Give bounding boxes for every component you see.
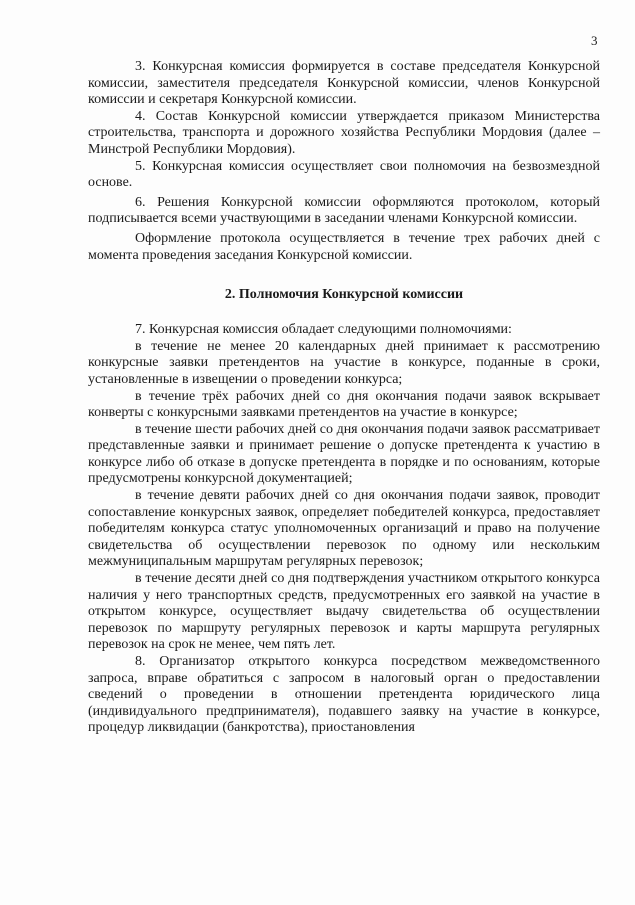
- paragraph-3: 3. Конкурсная комиссия формируется в составе председателя Конкурсной комиссии, заместителя председателя Конкурсной комиссии, членов Конкурсной комиссии и секретаря Конкурсной комиссии.: [88, 59, 600, 108]
- list-item-opening: в течение трёх рабочих дней со дня окончания подачи заявок вскрывает конверты с конкурсными заявками претендентов на участие в конкурсе;: [88, 388, 600, 421]
- section-heading: 2. Полномочия Конкурсной комиссии: [224, 287, 464, 303]
- list-item-consideration: в течение не менее 20 календарных дней принимает к рассмотрению конкурсные заявки претендентов на участие в конкурсе, поданные в сроки, установленные в извещении о проведении конкурса;: [88, 338, 600, 387]
- list-item-certificate: в течение десяти дней со дня подтверждения участником открытого конкурса наличия у него транспортных средств, предусмотренных его заявкой на участие в открытом конкурсе, осуществляет выдачу свидетельства об осуществлении перевозок по маршруту регулярных перевозок и карты маршрута регулярных перевозок на срок не менее, чем пять лет.: [88, 571, 600, 653]
- list-item-review: в течение шести рабочих дней со дня окончания подачи заявок рассматривает представленные заявки и принимает решение о допуске претендента к участию в конкурсе либо об отказе в допуске претендента в порядке и по основаниям, которые предусмотрены конкурсной документацией;: [88, 421, 600, 487]
- list-item-comparison: в течение девяти рабочих дней со дня окончания подачи заявок, проводит сопоставление конкурсных заявок, определяет победителей конкурса, предоставляет победителям конкурса статус уполномоченных организаций и право на получение свидетельства об осуществлении перевозок по одному или нескольким межмуниципальным маршрутам регулярных перевозок;: [88, 488, 600, 570]
- paragraph-5: 5. Конкурсная комиссия осуществляет свои полномочия на безвозмездной основе.: [88, 158, 600, 191]
- paragraph-7: 7. Конкурсная комиссия обладает следующими полномочиями:: [135, 322, 512, 338]
- page-number: 3: [591, 33, 598, 48]
- paragraph-6: 6. Решения Конкурсной комиссии оформляются протоколом, который подписывается всеми участвующими в заседании членами Конкурсной комиссии.: [88, 194, 600, 227]
- paragraph-protocol: Оформление протокола осуществляется в течение трех рабочих дней с момента проведения заседания Конкурсной комиссии.: [88, 230, 600, 263]
- document-body: [88, 59, 600, 737]
- paragraph-8: 8. Организатор открытого конкурса посредством межведомственного запроса, вправе обратиться с запросом в налоговый орган о предоставлении сведений о проведении в отношении претендента юридического лица (индивидуального предпринимателя), подавшего заявку на участие в конкурсе, процедур ликвидации (банкротства), приостановления: [88, 654, 600, 736]
- paragraph-4: 4. Состав Конкурсной комиссии утверждается приказом Министерства строительства, транспорта и дорожного хозяйства Республики Мордовия (далее – Минстрой Республики Мордовия).: [88, 108, 600, 157]
